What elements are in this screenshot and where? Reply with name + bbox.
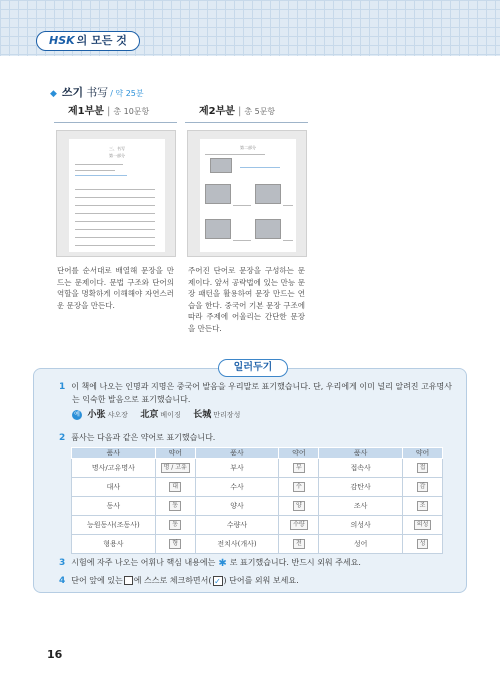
diamond-icon: ◆ (50, 89, 57, 99)
part-1-title: 제1부분 (68, 106, 104, 117)
abbr-badge: 전 (293, 539, 305, 549)
pos-cell: 형용사 (72, 535, 156, 554)
abbreviation-table (71, 447, 443, 554)
section-time: / 약 25분 (110, 89, 144, 98)
thumb-heading: 三、书写 (109, 146, 125, 151)
note-item-4 (59, 575, 299, 587)
table-header: 약어 (279, 448, 319, 459)
section-title-cn: 书写 (86, 86, 109, 99)
pos-cell: 능원동사(조동사) (72, 516, 156, 535)
note-4-text-after: ) 단어를 외워 보세요. (223, 576, 299, 585)
table-row (72, 478, 443, 497)
photo-4 (255, 219, 281, 239)
part-2-title: 제2부분 (199, 106, 235, 117)
abbr-cell (155, 497, 195, 516)
abbr-cell (403, 459, 443, 478)
abbr-cell (403, 535, 443, 554)
part-2-header: 제2부분 | 총 5문항 (185, 103, 308, 123)
note-4-text-middle: 에 스스로 체크하면서( (133, 576, 212, 585)
pos-cell: 접속사 (319, 459, 403, 478)
abbr-cell (279, 516, 319, 535)
pos-cell: 동사 (72, 497, 156, 516)
exam-page-image (200, 139, 296, 252)
brand-logo: HSK (49, 34, 75, 47)
abbr-badge: 대 (169, 482, 181, 492)
note-4-text-before: 단어 앞에 있는 (71, 576, 123, 585)
section-title (50, 84, 144, 100)
note-number: 2 (59, 433, 66, 443)
abbr-badge: 동 (169, 501, 181, 511)
abbr-cell (403, 497, 443, 516)
photo-3 (205, 219, 231, 239)
table-row (72, 497, 443, 516)
abbr-cell (403, 478, 443, 497)
table-header-row (72, 448, 443, 459)
section-title-ko: 쓰기 (61, 86, 84, 99)
checked-checkbox-icon: ✓ (214, 576, 221, 586)
abbr-badge: 감 (417, 482, 429, 492)
part-1 (54, 103, 177, 314)
abbr-cell (155, 478, 195, 497)
thumb-subheading: 第一部分 (109, 153, 125, 158)
abbr-cell (155, 516, 195, 535)
abbr-cell (155, 535, 195, 554)
abbr-badge: 형 (169, 539, 181, 549)
header-band (0, 0, 500, 56)
table-row (72, 516, 443, 535)
part-2-thumbnail (187, 130, 307, 257)
note-1-examples (72, 409, 250, 421)
table-header: 품사 (72, 448, 156, 459)
page-number: 16 (47, 648, 63, 661)
abbr-badge: 수량 (290, 520, 308, 530)
note-1-text-line2: 는 익숙한 발음으로 표기했습니다. (72, 395, 191, 404)
abbr-cell (403, 516, 443, 535)
note-number: 4 (59, 576, 66, 586)
exam-page-image (69, 139, 165, 252)
note-1-text-line1: 이 책에 나오는 인명과 지명은 중국어 발음을 우리말로 표기했습니다. 단, 우리에게 이미 널리 알려진 고유명사 (71, 382, 452, 391)
empty-checkbox-icon (124, 576, 133, 585)
table-header: 품사 (195, 448, 279, 459)
note-item-1-cont (72, 394, 190, 406)
pos-cell: 감탄사 (319, 478, 403, 497)
abbr-badge: 의성 (414, 520, 432, 530)
thumb-heading: 第二部分 (240, 145, 256, 150)
abbr-badge: 부 (293, 463, 305, 473)
pos-cell: 전치사(개사) (195, 535, 279, 554)
example-item: 小张 샤오장 (87, 410, 128, 420)
part-1-count: 총 10문항 (113, 107, 150, 116)
example-photo (210, 158, 232, 173)
abbr-badge: 접 (417, 463, 429, 473)
part-2-description: 주어진 단어로 문장을 구성하는 문제이다. 앞서 공략법에 있는 만능 문장 패턴을 활용하여 문장 만드는 연습을 한다. 중국어 기본 문장 구조에 따라 주제에 어울리는 간단한 문장을 만든다. (188, 266, 305, 333)
star-icon: ✱ (218, 558, 227, 569)
abbr-badge: 명 / 고유 (161, 463, 190, 473)
example-marker-icon: 예 (72, 410, 82, 420)
pos-cell: 대사 (72, 478, 156, 497)
table-header: 품사 (319, 448, 403, 459)
part-1-description: 단어를 순서대로 배열해 문장을 만드는 문제이다. 문법 구조와 단어의 역할을 명확하게 이해해야 자연스러운 문장을 만든다. (57, 266, 174, 310)
pos-cell: 성어 (319, 535, 403, 554)
abbr-cell (279, 478, 319, 497)
abbr-badge: 동 (169, 520, 181, 530)
abbr-badge: 수 (293, 482, 305, 492)
pos-cell: 의성사 (319, 516, 403, 535)
abbr-cell (279, 497, 319, 516)
chapter-tab (36, 31, 140, 51)
pos-cell: 수량사 (195, 516, 279, 535)
note-number: 3 (59, 558, 66, 568)
pos-cell: 명사/고유명사 (72, 459, 156, 478)
note-item-1 (59, 381, 452, 393)
abbr-cell (279, 459, 319, 478)
notes-tab: 일러두기 (218, 359, 288, 377)
abbr-badge: 조 (417, 501, 429, 511)
chapter-title: 의 모든 것 (76, 34, 127, 47)
example-item: 北京 베이징 (140, 410, 181, 420)
abbr-badge: 성 (417, 539, 429, 549)
note-item-2 (59, 432, 215, 444)
abbr-cell (279, 535, 319, 554)
pos-cell: 양사 (195, 497, 279, 516)
table-header: 약어 (403, 448, 443, 459)
note-item-3 (59, 557, 361, 569)
note-3-text-after: 로 표기했습니다. 반드시 외워 주세요. (229, 558, 361, 567)
example-item: 长城 만리장성 (193, 410, 241, 420)
note-number: 1 (59, 382, 66, 392)
photo-1 (205, 184, 231, 204)
note-2-text: 품사는 다음과 같은 약어로 표기했습니다. (71, 433, 216, 442)
part-1-thumbnail (56, 130, 176, 257)
table-row (72, 535, 443, 554)
pos-cell: 부사 (195, 459, 279, 478)
pos-cell: 수사 (195, 478, 279, 497)
table-row (72, 459, 443, 478)
photo-2 (255, 184, 281, 204)
abbr-badge: 양 (293, 501, 305, 511)
pos-cell: 조사 (319, 497, 403, 516)
note-3-text-before: 시험에 자주 나오는 어휘나 핵심 내용에는 (71, 558, 216, 567)
table-header: 약어 (155, 448, 195, 459)
part-2 (185, 103, 308, 333)
abbr-cell (155, 459, 195, 478)
part-2-count: 총 5문항 (244, 107, 276, 116)
part-1-header: 제1부분 | 총 10문항 (54, 103, 177, 123)
